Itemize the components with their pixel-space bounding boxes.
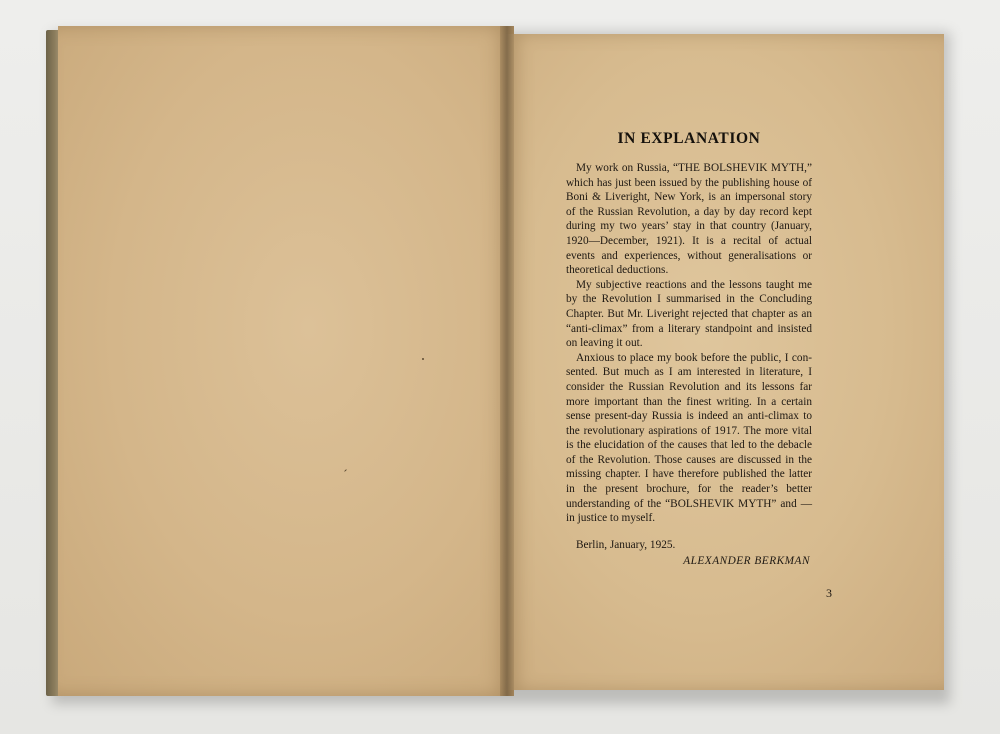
paper-speck [344,469,347,472]
page-heading: IN EXPLANATION [617,130,761,147]
author-signature: ALEXANDER BERKMAN [683,554,810,567]
paper-speck [422,358,424,360]
left-page-blank [58,26,514,696]
body-paragraph: My work on Russia, “THE BOLSHEVIK MYTH,” which has just been issued by the publishing house of Boni & Liveright, New York, is an impersonal story of the Russian Revolution, a day by day record kept during my two years’ stay in that country (January, 1920—December, 1921). It is a recital of actual events and experiences, without generalisations or theoretical deductions. [566,162,812,277]
place-date-line: Berlin, January, 1925. [576,538,676,551]
page-number: 3 [826,586,832,600]
body-paragraph: My subjective reactions and the lessons taught me by the Revolution I summarised in the Concluding Chapter. But Mr. Liveright rejected that chapter as an “anti-climax” from a literary standpoint and insisted on leaving it out. [566,278,812,350]
explanation-text-block [566,130,812,567]
book-gutter [500,26,514,696]
body-paragraph: Anxious to place my book before the public, I consented. But much as I am interested in literature, I consider the Russian Revolution and its lessons far more important than the finest writing. In a certain sense present-day Russia is indeed an anti-climax to the revolutionary aspirations of 1917. The more vital is the elucidation of the causes that led to the debacle of the Revolution. Those causes are discussed in the missing chapter. I have therefore published the latter in the present brochure, for the reader’s better understanding of the “BOLSHEVIK MYTH” and — in justice to myself. [566,351,812,525]
